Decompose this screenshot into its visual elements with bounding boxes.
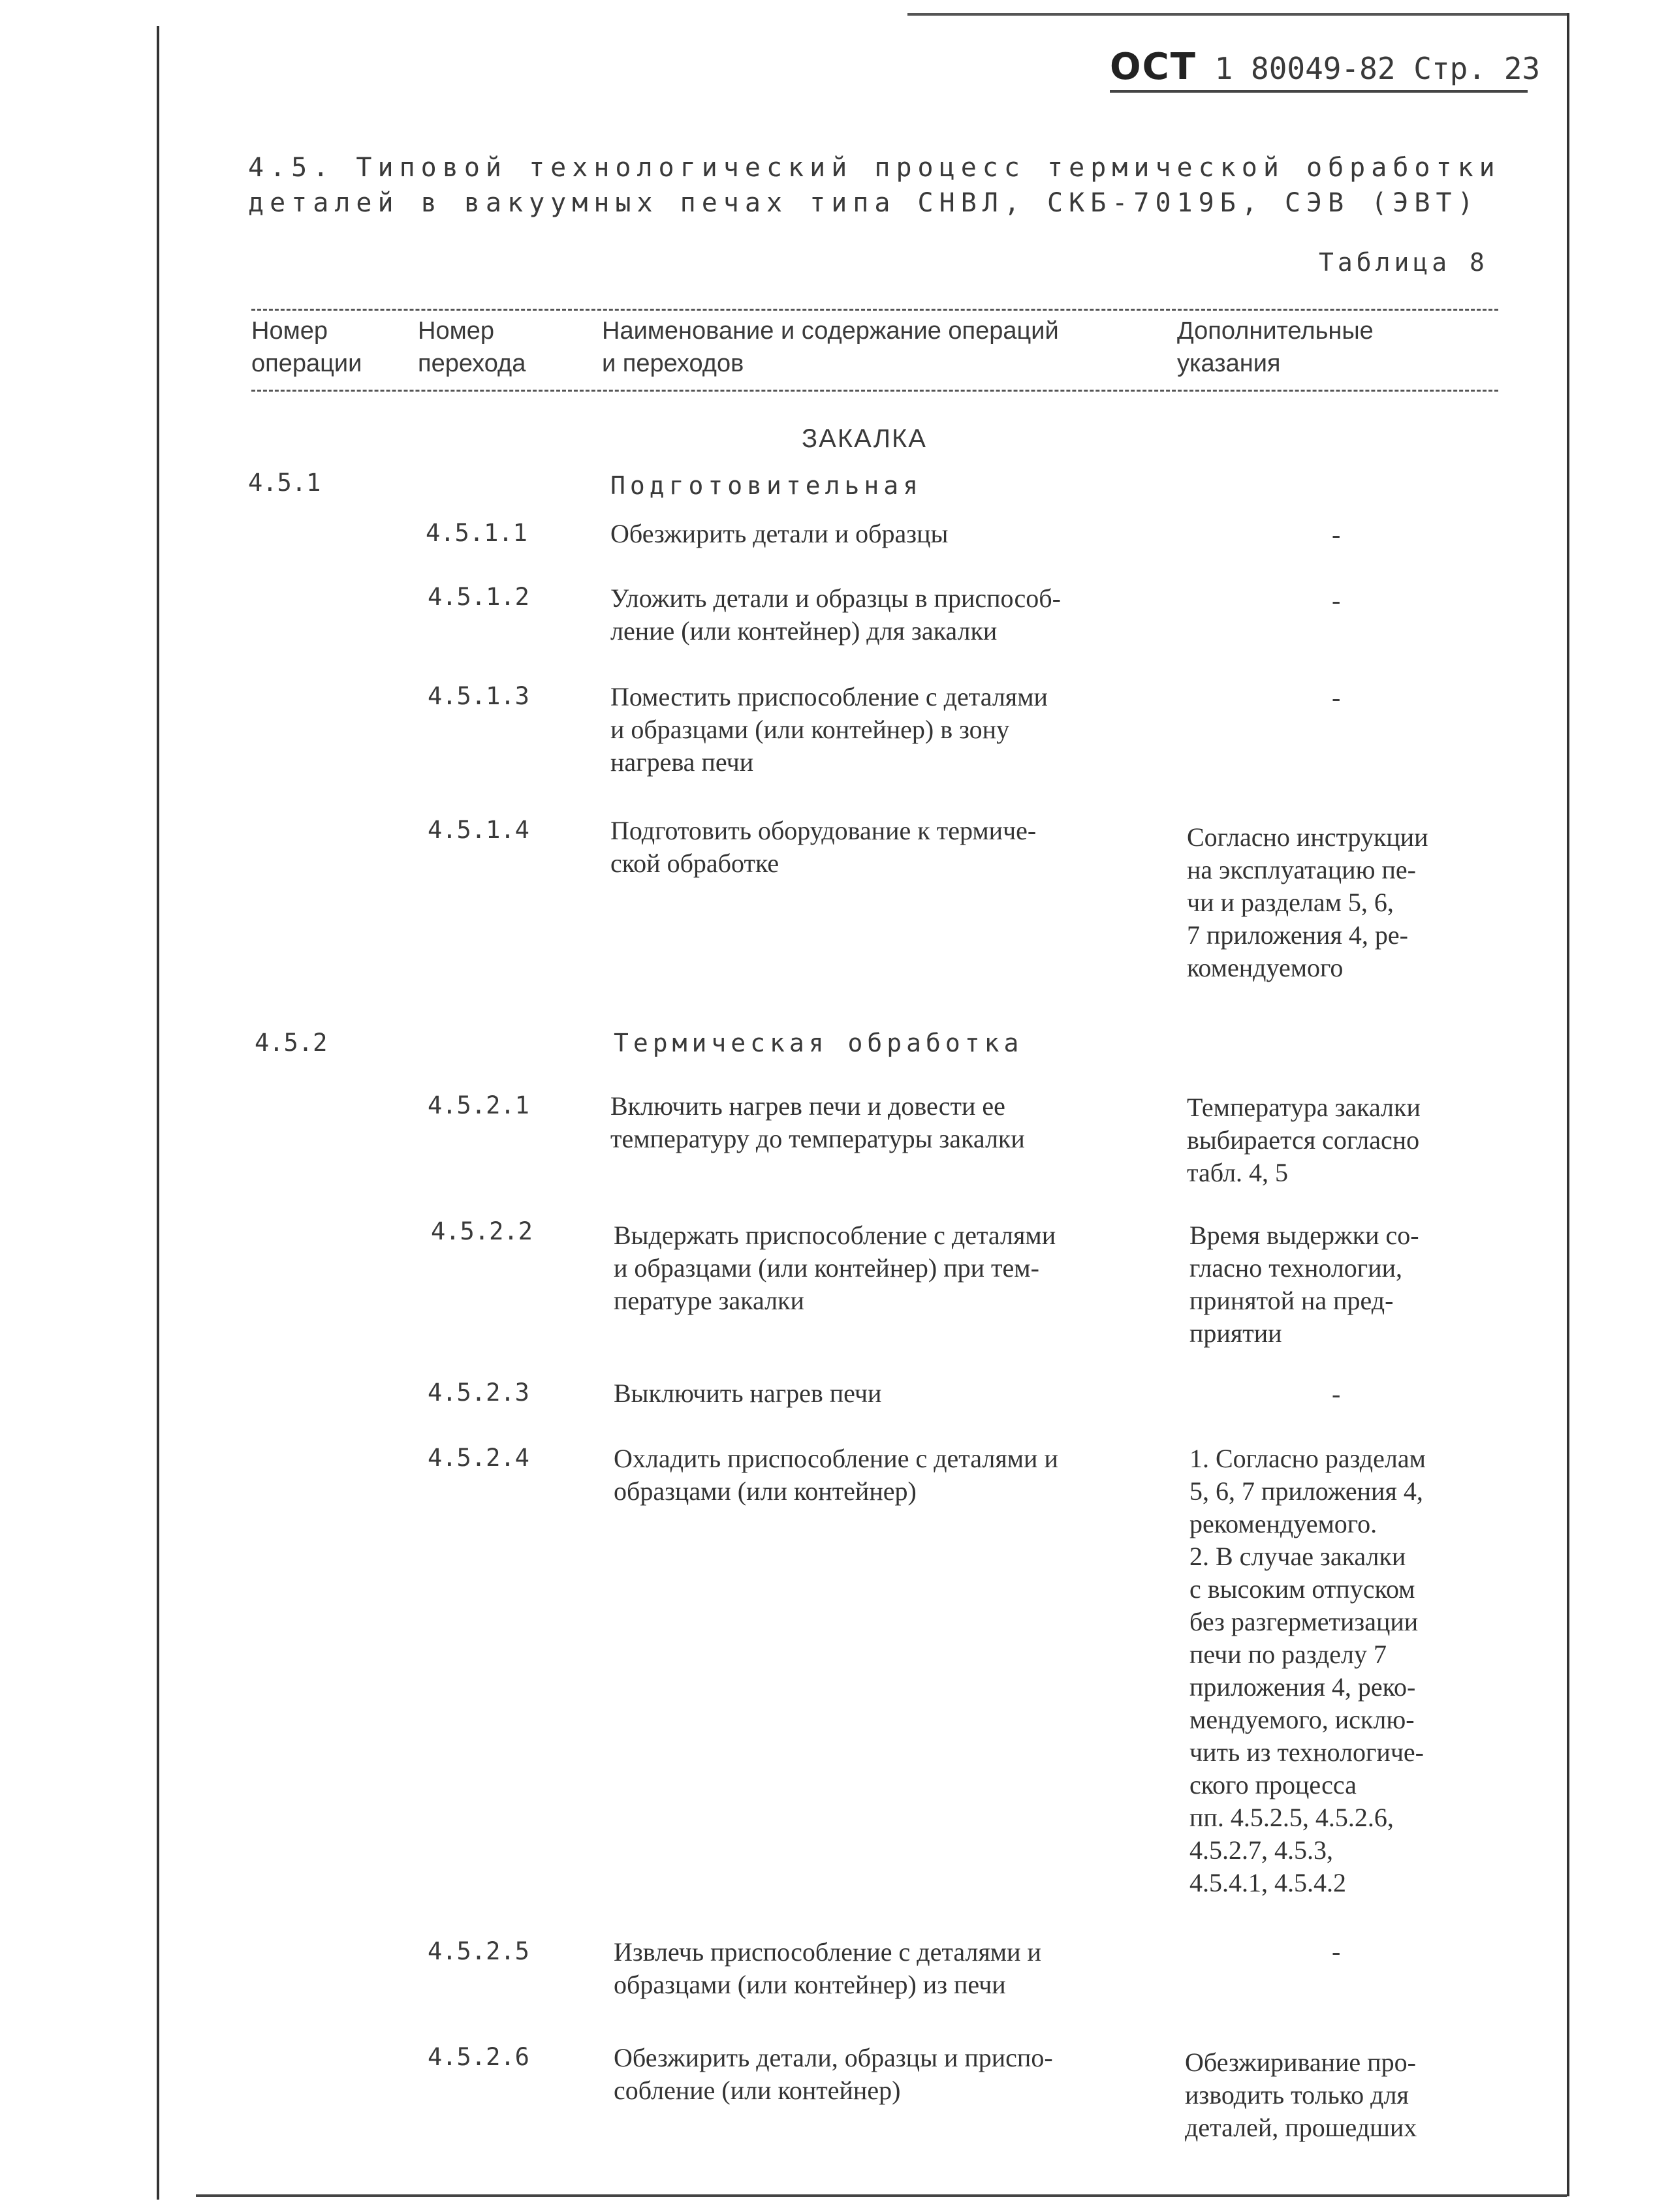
operation-name: Подготовительная — [610, 471, 923, 500]
table-header-bottom-rule — [251, 390, 1498, 392]
transition-text: Уложить детали и образцы в приспособ- ление (или контейнер) для закалки — [610, 584, 1061, 646]
transition-number: 4.5.1.1 — [426, 519, 527, 547]
frame-left-border — [157, 26, 159, 2200]
transition-text: Обезжирить детали и образцы — [610, 519, 949, 548]
operation-name: Термическая обработка — [614, 1029, 1024, 1057]
table-top-rule — [251, 309, 1498, 311]
note-dash: - — [1332, 683, 1341, 712]
transition-number: 4.5.2.3 — [428, 1379, 529, 1407]
operation-number: 4.5.1 — [248, 469, 321, 497]
additional-note: Время выдержки со- гласно технологии, принятой на пред- приятии — [1189, 1221, 1419, 1348]
frame-right-border — [1567, 13, 1569, 2196]
transition-number: 4.5.2.4 — [428, 1444, 529, 1472]
section-heading: ЗАКАЛКА — [802, 424, 927, 453]
transition-number: 4.5.2.1 — [428, 1091, 529, 1119]
column-header-notes: Дополнительные указания — [1177, 317, 1374, 377]
transition-number: 4.5.1.2 — [428, 583, 529, 611]
section-title — [248, 150, 1501, 221]
transition-text: Выдержать приспособление с деталями и образцами (или контейнер) при тем- пературе закалки — [614, 1221, 1056, 1315]
frame-bottom-border — [196, 2194, 1567, 2197]
column-header-name: Наименование и содержание операций и переходов — [602, 317, 1059, 377]
transition-number: 4.5.2.6 — [428, 2043, 529, 2071]
note-dash: - — [1332, 1937, 1341, 1966]
transition-number: 4.5.1.3 — [428, 682, 529, 710]
document-header — [1110, 46, 1540, 88]
page-number: Стр. 23 — [1413, 51, 1541, 86]
additional-note: Обезжиривание про- изводить только для деталей, прошедших — [1185, 2048, 1417, 2142]
transition-number: 4.5.2.2 — [431, 1217, 533, 1245]
transition-text: Извлечь приспособление с деталями и образцами (или контейнер) из печи — [614, 1937, 1041, 1999]
transition-text: Охладить приспособление с деталями и образцами (или контейнер) — [614, 1444, 1058, 1506]
frame-top-border — [907, 13, 1567, 16]
standard-number: 1 80049-82 — [1214, 51, 1396, 86]
table-label: Таблица 8 — [1319, 248, 1488, 277]
note-dash: - — [1332, 520, 1341, 549]
column-header-transition: Номер перехода — [418, 317, 526, 377]
transition-text: Поместить приспособление с деталями и образцами (или контейнер) в зону нагрева печи — [610, 682, 1048, 777]
transition-text: Выключить нагрев печи — [614, 1379, 882, 1408]
additional-note: Согласно инструкции на эксплуатацию пе- чи и разделам 5, 6, 7 приложения 4, ре- комендуемого — [1187, 822, 1428, 982]
transition-text: Включить нагрев печи и довести ее температуру до температуры закалки — [610, 1091, 1025, 1153]
note-dash: - — [1332, 585, 1341, 615]
transition-number: 4.5.2.5 — [428, 1937, 529, 1965]
transition-text: Подготовить оборудование к термиче- ской обработке — [610, 816, 1037, 878]
transition-number: 4.5.1.4 — [428, 816, 529, 844]
title-line-1: 4.5. Типовой технологический процесс термической обработки — [248, 153, 1501, 183]
transition-text: Обезжирить детали, образцы и приспо- собление (или контейнер) — [614, 2043, 1053, 2105]
title-line-2: деталей в вакуумных печах типа СНВЛ, СКБ-7019Б, СЭВ (ЭВТ) — [248, 188, 1479, 218]
header-underline — [1110, 90, 1528, 93]
standard-prefix: ОСТ — [1110, 46, 1197, 88]
additional-note: 1. Согласно разделам 5, 6, 7 приложения 4, рекомендуемого. 2. В случае закалки с высоким отпуском без разгерметизации печи по разделу 7 приложения 4, реко- мендуемого, исклю- чить из технологиче- ского процесса пп. 4.5.2.5, 4.5.2.6, 4.5.2.7, 4.5.3, 4.5.4.1, 4.5.4.2 — [1189, 1444, 1426, 1897]
column-header-operation: Номер операции — [251, 317, 362, 377]
operation-number: 4.5.2 — [255, 1029, 328, 1057]
additional-note: Температура закалки выбирается согласно табл. 4, 5 — [1187, 1093, 1421, 1187]
note-dash: - — [1332, 1379, 1341, 1409]
